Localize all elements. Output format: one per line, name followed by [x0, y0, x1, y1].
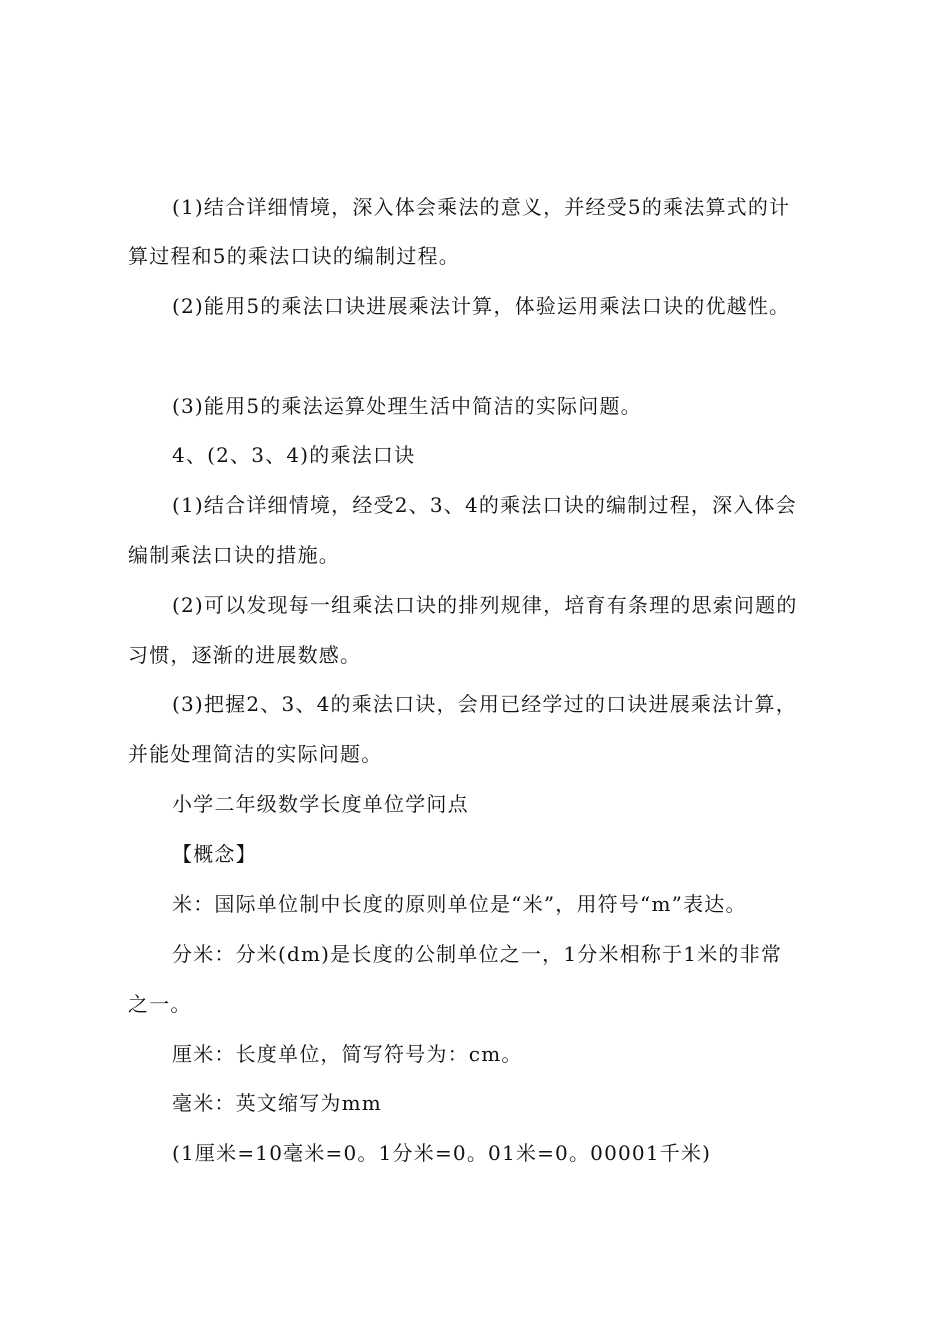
- paragraph-line: (1厘米=10毫米=0。1分米=0。01米=0。00001千米): [172, 1141, 712, 1165]
- section-title: 小学二年级数学长度单位学问点: [172, 792, 469, 816]
- paragraph-line: 毫米：英文缩写为mm: [172, 1091, 382, 1115]
- paragraph-line: (3)把握2、3、4的乘法口诀，会用已经学过的口诀进展乘法计算，: [172, 692, 797, 716]
- paragraph-line: 算过程和5的乘法口诀的编制过程。: [128, 244, 460, 268]
- paragraph-line: (3)能用5的乘法运算处理生活中简洁的实际问题。: [172, 394, 642, 418]
- paragraph-line: 分米：分米(dm)是长度的公制单位之一，1分米相称于1米的非常: [172, 942, 783, 966]
- paragraph-line: 习惯，逐渐的进展数感。: [128, 643, 362, 667]
- paragraph-line: (1)结合详细情境，深入体会乘法的意义，并经受5的乘法算式的计: [172, 195, 791, 219]
- paragraph-line: 米：国际单位制中长度的原则单位是“米”，用符号“m”表达。: [172, 892, 747, 916]
- paragraph-line: (2)能用5的乘法口诀进展乘法计算，体验运用乘法口诀的优越性。: [172, 294, 791, 318]
- paragraph-line: (2)可以发现每一组乘法口诀的排列规律，培育有条理的思索问题的: [172, 593, 798, 617]
- section-heading: 4、(2、3、4)的乘法口诀: [172, 443, 416, 467]
- paragraph-line: 厘米：长度单位，简写符号为：cm。: [172, 1042, 523, 1066]
- paragraph-line: 之一。: [128, 992, 192, 1016]
- section-heading: 【概念】: [172, 842, 257, 866]
- paragraph-line: (1)结合详细情境，经受2、3、4的乘法口诀的编制过程，深入体会: [172, 493, 797, 517]
- paragraph-line: 编制乘法口诀的措施。: [128, 543, 340, 567]
- paragraph-line: 并能处理简洁的实际问题。: [128, 742, 383, 766]
